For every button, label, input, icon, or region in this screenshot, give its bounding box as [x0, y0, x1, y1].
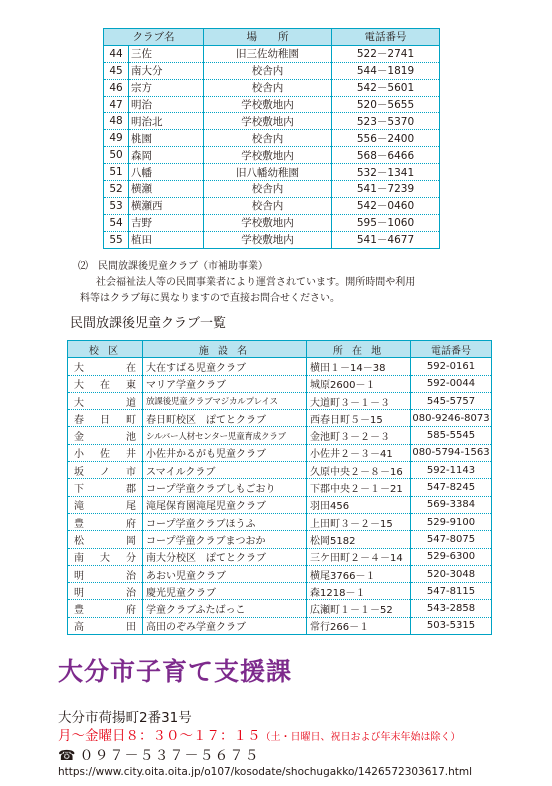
- department-address: 大分市荷揚町2番31号: [58, 710, 192, 726]
- club-name: 明治北: [129, 113, 204, 130]
- school-area: 大在東: [68, 375, 143, 392]
- club-place: 学校敷地内: [204, 214, 332, 231]
- school-area: 豊府: [68, 600, 143, 617]
- table-row: [104, 130, 440, 147]
- club-number: 53: [104, 197, 129, 214]
- facility-name: コープ学童クラブまつおか: [143, 531, 307, 548]
- club-tel: 532－1341: [332, 164, 440, 181]
- club-tel: 541－7239: [332, 181, 440, 198]
- table-row: [68, 513, 492, 530]
- table-row: [68, 479, 492, 496]
- facility-name: 学童クラブふたばっこ: [143, 600, 307, 617]
- facility-name: コープ学童クラブほうふ: [143, 513, 307, 530]
- club-tel: 541－4677: [332, 231, 440, 248]
- school-area: 春日町: [68, 410, 143, 427]
- table-row: [104, 164, 440, 181]
- facility-tel: 547-8115: [411, 583, 492, 600]
- facility-name: スマイルクラブ: [143, 462, 307, 479]
- facility-tel: 543-2858: [411, 600, 492, 617]
- club-place: 学校敷地内: [204, 231, 332, 248]
- table-row: [68, 531, 492, 548]
- facility-address: 城原2600－１: [307, 375, 411, 392]
- facility-address: 広瀬町１－１－52: [307, 600, 411, 617]
- website-url[interactable]: https://www.city.oita.oita.jp/o107/kosodate/shochugakko/1426572303617.html: [58, 766, 473, 778]
- school-area: 松岡: [68, 531, 143, 548]
- private-club-table: [67, 340, 492, 635]
- table-row: [68, 462, 492, 479]
- table-header-row: [68, 341, 492, 358]
- facility-address: 横田１－14－38: [307, 358, 411, 375]
- facility-address: 三ケ田町２－４－14: [307, 548, 411, 565]
- table-row: [68, 444, 492, 461]
- club-tel: 542－0460: [332, 197, 440, 214]
- table-row: [104, 214, 440, 231]
- table-row: [68, 375, 492, 392]
- private-club-list-title: 民間放課後児童クラブ一覧: [70, 316, 227, 331]
- facility-name: 滝尾保育園滝尾児童クラブ: [143, 496, 307, 513]
- club-place: 校舎内: [204, 197, 332, 214]
- facility-tel: 545-5757: [411, 392, 492, 409]
- facility-address: 松岡5182: [307, 531, 411, 548]
- header-facility: 施 設 名: [143, 341, 307, 358]
- club-number: 44: [104, 45, 129, 62]
- facility-address: 森1218－１: [307, 583, 411, 600]
- table-row: [104, 181, 440, 198]
- club-place: 学校敷地内: [204, 96, 332, 113]
- club-number: 49: [104, 130, 129, 147]
- club-name: 植田: [129, 231, 204, 248]
- note-text: 社会福祉法人等の民間事業者により運営されています。開所時間や利用: [96, 277, 416, 288]
- note-text: 料等はクラブ毎に異なりますので直接お問合せください。: [80, 293, 340, 304]
- club-number: 51: [104, 164, 129, 181]
- facility-address: 上田町３－２－15: [307, 513, 411, 530]
- table-row: [104, 231, 440, 248]
- facility-address: 西春日町５－15: [307, 410, 411, 427]
- facility-name: 放課後児童クラブマジカルプレイス: [143, 392, 307, 409]
- facility-tel: 503-5315: [411, 617, 492, 634]
- club-place: 旧三佐幼稚園: [204, 45, 332, 62]
- club-place: 校舎内: [204, 181, 332, 198]
- club-tel: 523－5370: [332, 113, 440, 130]
- section-heading: ⑵ 民間放課後児童クラブ（市補助事業）: [78, 261, 268, 272]
- header-place: 場 所: [204, 29, 332, 46]
- facility-tel: 592-0044: [411, 375, 492, 392]
- facility-name: シルバー人材センター児童育成クラブ: [143, 427, 307, 444]
- club-number: 47: [104, 96, 129, 113]
- table-row: [68, 496, 492, 513]
- club-place: 旧八幡幼稚園: [204, 164, 332, 181]
- table-row: [68, 548, 492, 565]
- table-row: [104, 113, 440, 130]
- school-area: 大道: [68, 392, 143, 409]
- club-number: 50: [104, 147, 129, 164]
- header-tel: 電話番号: [332, 29, 440, 46]
- club-tel: 595－1060: [332, 214, 440, 231]
- facility-tel: 529-6300: [411, 548, 492, 565]
- table-row: [104, 45, 440, 62]
- club-tel: 568－6466: [332, 147, 440, 164]
- school-area: 明治: [68, 565, 143, 582]
- phone-number: [58, 745, 259, 765]
- hours-main: 月～金曜日８：３０～１７：１５: [58, 728, 261, 744]
- club-tel: 542－5601: [332, 79, 440, 96]
- school-area: 金池: [68, 427, 143, 444]
- school-area: 滝尾: [68, 496, 143, 513]
- facility-tel: 520-3048: [411, 565, 492, 582]
- facility-address: 久原中央２－８－16: [307, 462, 411, 479]
- telephone-icon: ☎: [58, 748, 77, 764]
- club-place: 校舎内: [204, 62, 332, 79]
- facility-tel: 592-1143: [411, 462, 492, 479]
- facility-name: マリア学童クラブ: [143, 375, 307, 392]
- table-row: [68, 392, 492, 409]
- table-row: [104, 79, 440, 96]
- club-tel: 556－2400: [332, 130, 440, 147]
- table-row: [68, 617, 492, 634]
- table-row: [104, 147, 440, 164]
- facility-address: 大道町３－１－３: [307, 392, 411, 409]
- club-name: 森岡: [129, 147, 204, 164]
- facility-address: 横尾3766－１: [307, 565, 411, 582]
- facility-tel: 585-5545: [411, 427, 492, 444]
- facility-address: 下郡中央２－１－21: [307, 479, 411, 496]
- facility-name: 南大分校区 ぽてとクラブ: [143, 548, 307, 565]
- school-area: 下郡: [68, 479, 143, 496]
- school-area: 小佐井: [68, 444, 143, 461]
- club-tel: 544－1819: [332, 62, 440, 79]
- club-place: 校舎内: [204, 130, 332, 147]
- hours-note: （土・日曜日、祝日および年末年始は除く）: [260, 732, 461, 743]
- club-place: 学校敷地内: [204, 147, 332, 164]
- table-row: [104, 96, 440, 113]
- facility-address: 小佐井２－３－41: [307, 444, 411, 461]
- facility-tel: 080-9246-8073: [411, 410, 492, 427]
- school-area: 南大分: [68, 548, 143, 565]
- club-name: 横瀬西: [129, 197, 204, 214]
- club-tel: 522－2741: [332, 45, 440, 62]
- club-place: 校舎内: [204, 79, 332, 96]
- office-hours: [58, 724, 461, 744]
- facility-tel: 547-8075: [411, 531, 492, 548]
- table-row: [68, 583, 492, 600]
- table-row: [68, 565, 492, 582]
- table-row: [68, 427, 492, 444]
- facility-tel: 569-3384: [411, 496, 492, 513]
- header-school-area: 校 区: [68, 341, 143, 358]
- facility-name: 小佐井かるがも児童クラブ: [143, 444, 307, 461]
- header-tel: 電話番号: [411, 341, 492, 358]
- club-name: 吉野: [129, 214, 204, 231]
- club-number: 52: [104, 181, 129, 198]
- club-name: 明治: [129, 96, 204, 113]
- header-address: 所 在 地: [307, 341, 411, 358]
- facility-address: 常行266－１: [307, 617, 411, 634]
- phone-text: ０９７－５３７－５６７５: [79, 748, 260, 764]
- table-row: [68, 358, 492, 375]
- club-name: 宗方: [129, 79, 204, 96]
- school-area: 豊府: [68, 513, 143, 530]
- header-club-name: クラブ名: [104, 29, 204, 46]
- school-area: 高田: [68, 617, 143, 634]
- club-place: 学校敷地内: [204, 113, 332, 130]
- club-number: 48: [104, 113, 129, 130]
- club-name: 横瀬: [129, 181, 204, 198]
- facility-name: 大在すばる児童クラブ: [143, 358, 307, 375]
- club-number: 54: [104, 214, 129, 231]
- table-row: [104, 62, 440, 79]
- table-row: [68, 600, 492, 617]
- facility-name: あおい児童クラブ: [143, 565, 307, 582]
- club-number: 46: [104, 79, 129, 96]
- facility-name: コープ学童クラブしもごおり: [143, 479, 307, 496]
- club-name: 三佐: [129, 45, 204, 62]
- club-name: 南大分: [129, 62, 204, 79]
- facility-address: 羽田456: [307, 496, 411, 513]
- club-number: 55: [104, 231, 129, 248]
- facility-address: 金池町３－２－３: [307, 427, 411, 444]
- table-row: [104, 197, 440, 214]
- facility-tel: 529-9100: [411, 513, 492, 530]
- facility-name: 慶光児童クラブ: [143, 583, 307, 600]
- facility-tel: 547-8245: [411, 479, 492, 496]
- table-row: [68, 410, 492, 427]
- facility-tel: 592-0161: [411, 358, 492, 375]
- club-name: 八幡: [129, 164, 204, 181]
- facility-tel: 080-5794-1563: [411, 444, 492, 461]
- facility-name: 春日町校区 ぽてとクラブ: [143, 410, 307, 427]
- club-name: 桃園: [129, 130, 204, 147]
- school-area: 坂ノ市: [68, 462, 143, 479]
- school-area: 大在: [68, 358, 143, 375]
- public-club-table: [103, 28, 440, 249]
- club-tel: 520－5655: [332, 96, 440, 113]
- table-header-row: [104, 29, 440, 46]
- club-number: 45: [104, 62, 129, 79]
- department-name: 大分市子育て支援課: [58, 657, 293, 686]
- school-area: 明治: [68, 583, 143, 600]
- facility-name: 高田のぞみ学童クラブ: [143, 617, 307, 634]
